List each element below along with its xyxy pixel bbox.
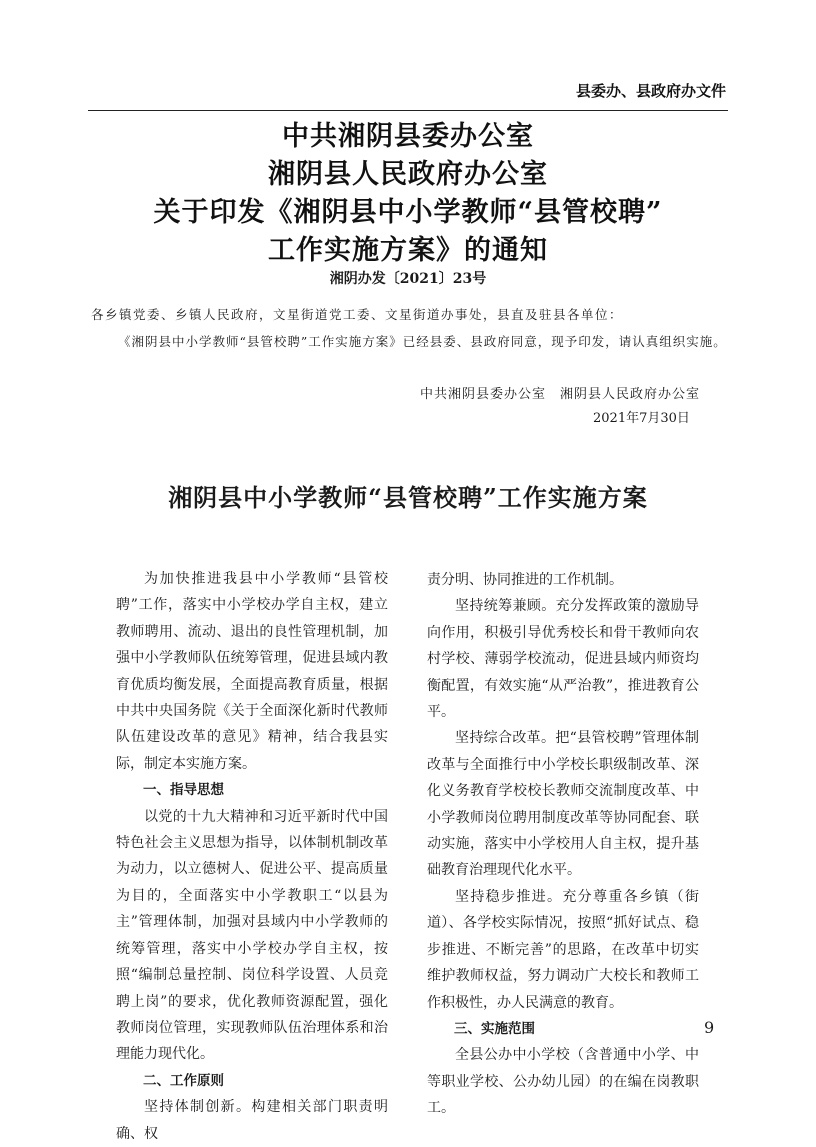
principle-paragraph: 坚持稳步推进。充分尊重各乡镇（街道）、各学校实际情况，按照“抓好试点、稳步推进、不断完善”的思路，在改革中切实维护教师权益，努力调动广大校长和教师工作积极性，办人民满意的教育。	[427, 888, 699, 1011]
right-column	[427, 567, 699, 1122]
document-number: 湘阴办发〔2021〕23号	[329, 271, 487, 287]
principle-paragraph: 坚持统筹兼顾。充分发挥政策的激励导向作用，积极引导优秀校长和骨干教师向农村学校、薄弱学校流动，促进县域内师资均衡配置，有效实施“从严治教”，推进教育公平。	[427, 598, 699, 721]
plan-title: 湘阴县中小学教师“县管校聘”工作实施方案	[168, 483, 648, 512]
addressee-line: 各乡镇党委、乡镇人民政府，文星街道党工委、文星街道办事处，县直及驻县各单位：	[91, 307, 624, 322]
principle-paragraph: 坚持综合改革。把“县管校聘”管理体制改革与全面推行中小学校长职级制改革、深化义务教育学校校长教师交流制度改革、中小学教师岗位聘用制度改革等协同配套、联动实施，落实中小学校用人自主权，提升基础教育治理现代化水平。	[427, 730, 699, 879]
section-heading: 三、实施范围	[454, 1020, 535, 1037]
principle-paragraph: 坚持体制创新。构建相关部门职责明确、权	[116, 1099, 388, 1142]
section-heading: 一、指导思想	[143, 782, 224, 799]
notice-title-line: 工作实施方案》的通知	[268, 235, 548, 266]
notice-title-line: 湘阴县人民政府办公室	[268, 159, 548, 190]
notice-title-line: 中共湘阴县委办公室	[282, 121, 534, 152]
notice-body: 《湘阴县中小学教师“县管校聘”工作实施方案》已经县委、县政府同意，现予印发，请认真组织实施。	[118, 334, 727, 349]
intro-paragraph: 为加快推进我县中小学教师“县管校聘”工作，落实中小学校办学自主权，建立教师聘用、流动、退出的良性管理机制，加强中小学教师队伍统筹管理，促进县域内教育优质均衡发展，全面提高教育质量，根据中共中央国务院《关于全面深化新时代教师队伍建设改革的意见》精神，结合我县实际，制定本实施方案。	[116, 571, 388, 772]
section-heading: 二、工作原则	[143, 1072, 224, 1089]
issuing-offices: 中共湘阴县委办公室 湘阴县人民政府办公室	[420, 387, 701, 402]
issue-date: 2021年7月30日	[593, 411, 690, 426]
running-header: 县委办、县政府办文件	[575, 82, 726, 100]
page-number: 9	[704, 1018, 715, 1037]
header-divider	[88, 110, 728, 111]
notice-title	[0, 118, 816, 270]
notice-title-line: 关于印发《湘阴县中小学教师“县管校聘”	[153, 197, 663, 228]
section-paragraph: 全县公办中小学校（含普通中小学、中等职业学校、公办幼儿园）的在编在岗教职工。	[427, 1047, 699, 1117]
left-column	[116, 566, 388, 1147]
principle-paragraph-continued: 责分明、协同推进的工作机制。	[427, 572, 623, 588]
section-paragraph: 以党的十九大精神和习近平新时代中国特色社会主义思想为指导，以体制机制改革为动力，以立德树人、促进公平、提高质量为目的，全面落实中小学教职工“以县为主”管理体制，加强对县域内中小学教师的统筹管理，落实中小学校办学自主权，按照“编制总量控制、岗位科学设置、人员竞聘上岗”的要求，优化教师资源配置，强化教师岗位管理，实现教师队伍治理体系和治理能力现代化。	[116, 808, 388, 1063]
